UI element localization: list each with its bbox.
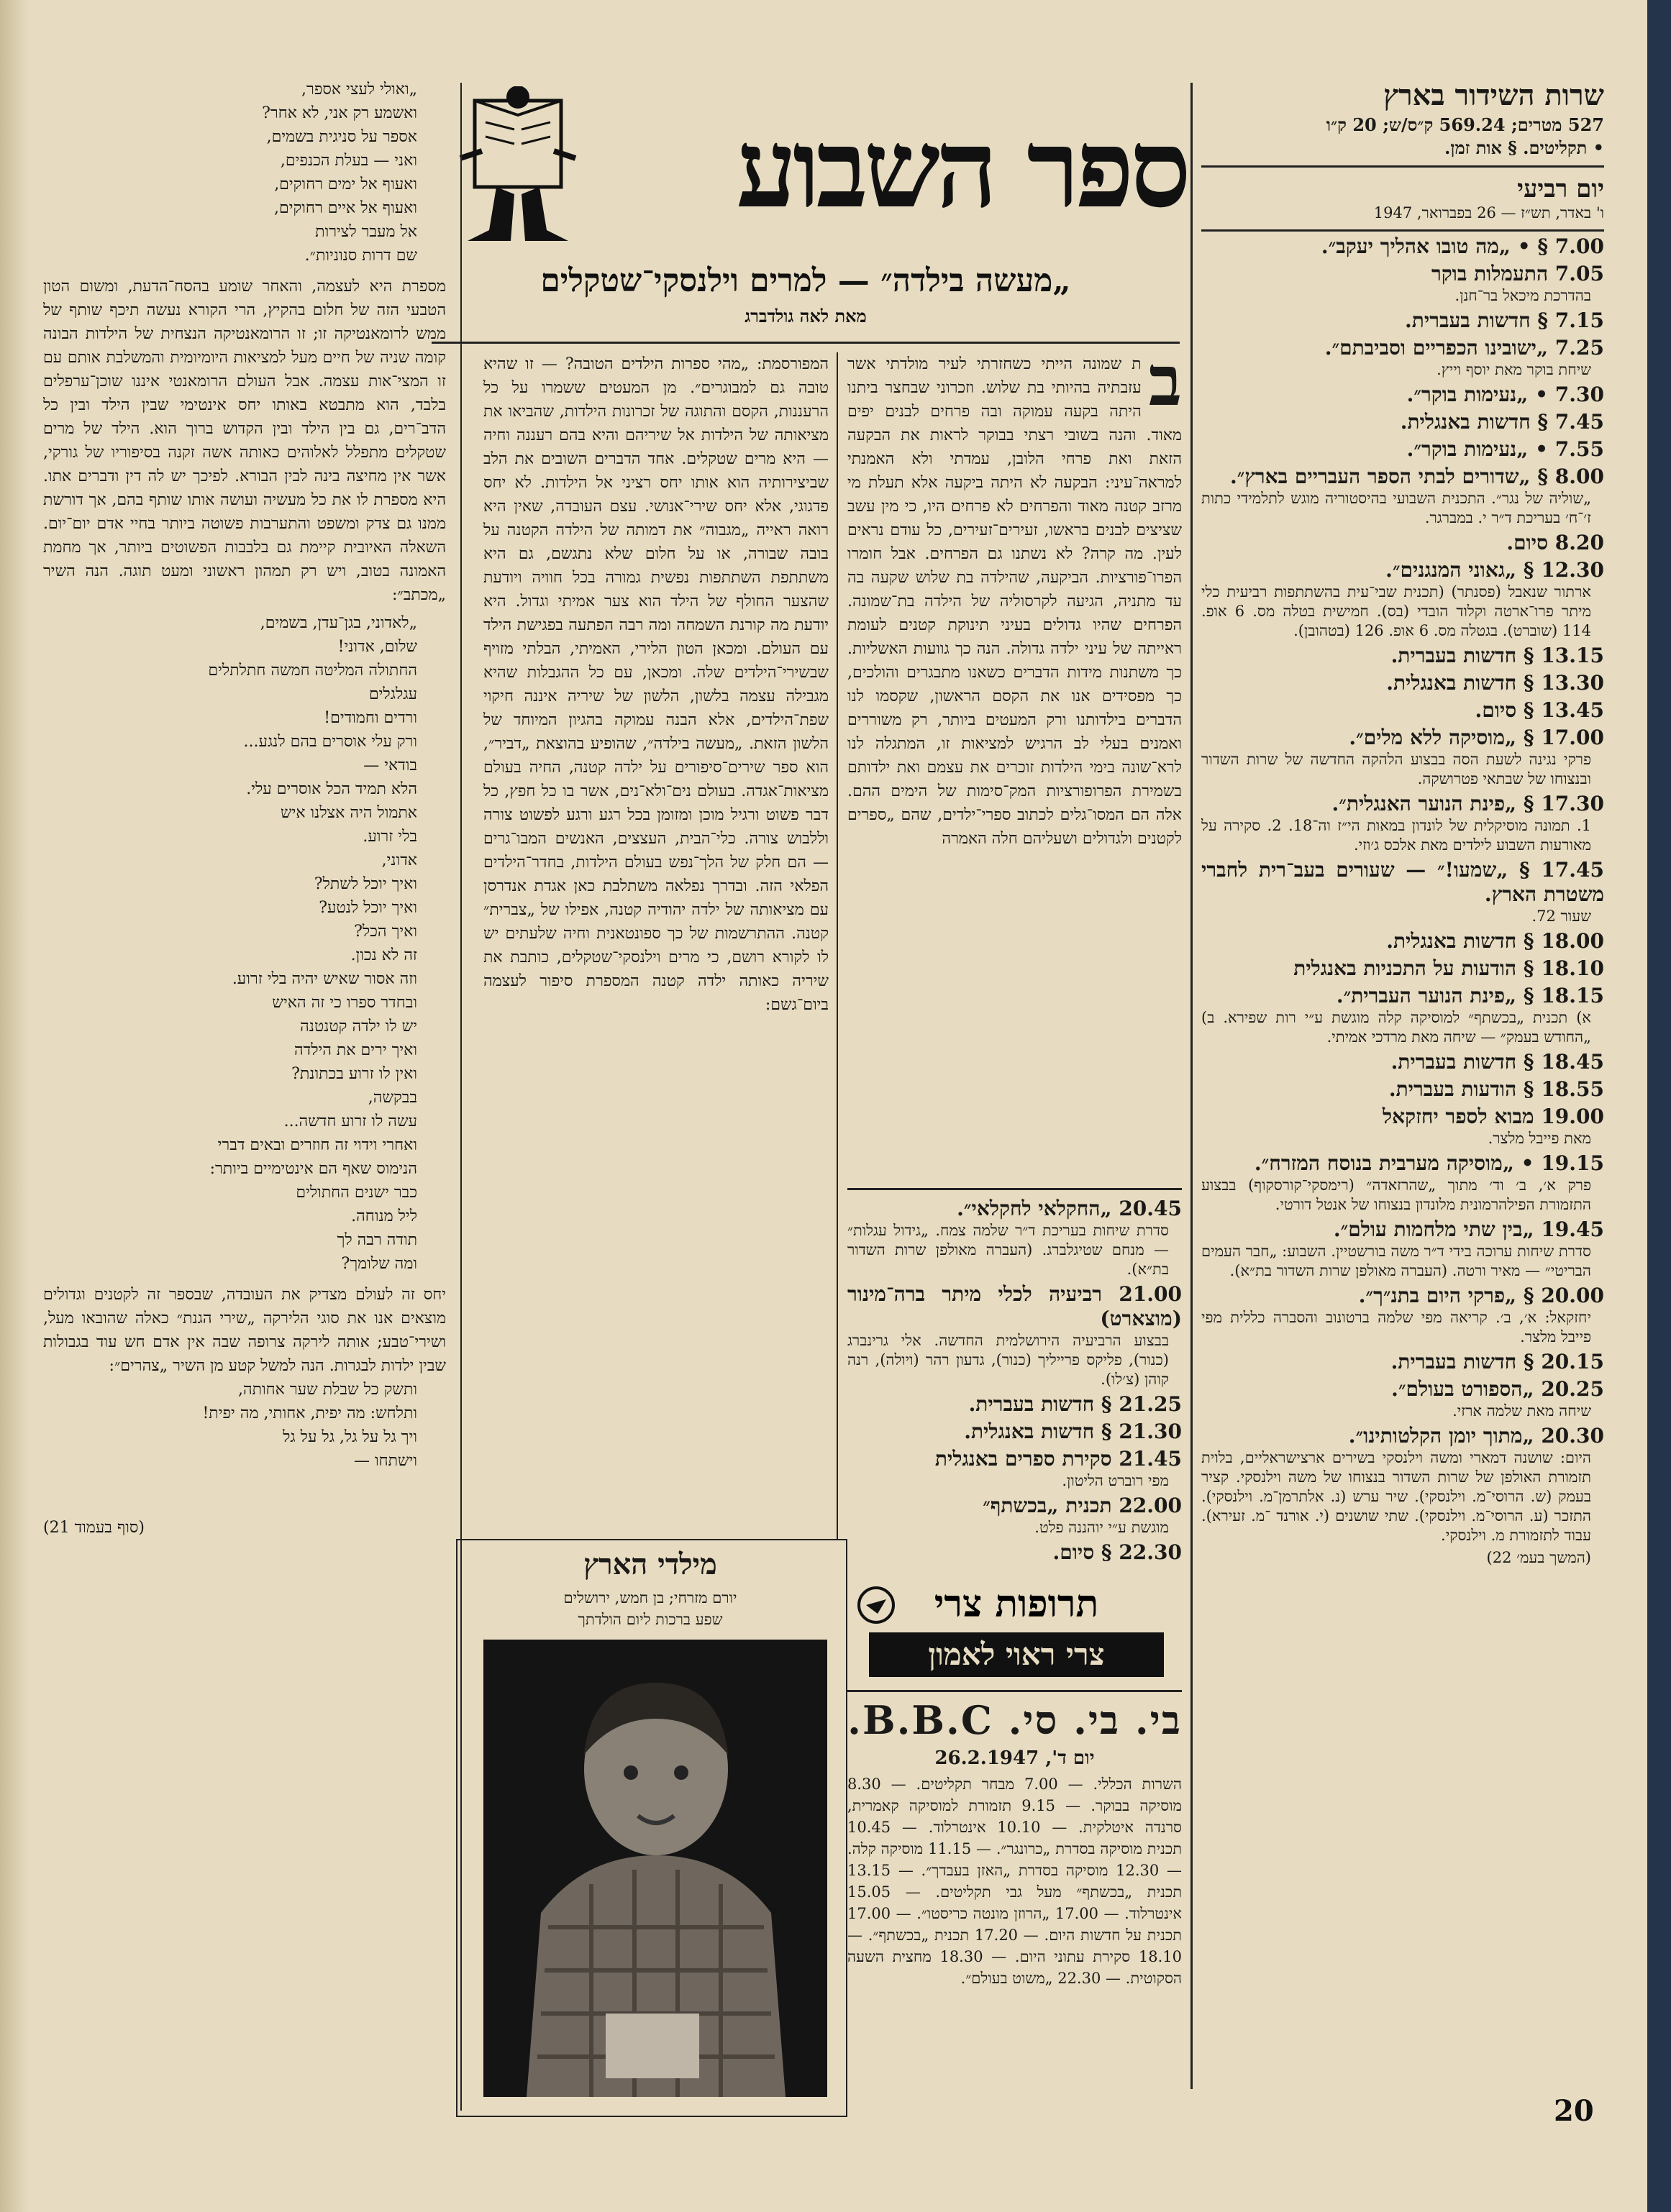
program-description: (המשך בעמ׳ 22) [1486,1549,1591,1566]
program-item [1201,558,1604,641]
radio-date: ו' באדר, תש״ז — 26 בפברואר, 1947 [1201,201,1604,232]
poem-line: הלא תמיד הכל אוסרים עלי. [246,780,417,798]
poem-line: ויך גל על גל, גל על גל [283,1428,417,1446]
program-item [1201,671,1604,695]
feature-byline: מאת לאה גולדברג [745,306,867,326]
poem-line: ואין לו זרוע בכתונת? [291,1065,417,1083]
bbc-title: בי. בי. סי. B.B.C. [847,1697,1182,1743]
feature-column-1 [847,352,1182,1179]
program-description: שעור 72. [1531,908,1591,925]
program-description: שיחה מאת שלמה ארזי. [1452,1402,1591,1420]
program-item [847,1282,1182,1389]
poem-line: ובחדר ספרו כי זה האיש [272,994,417,1012]
program-time-title: 21.30 § חדשות באנגלית. [964,1420,1182,1443]
radio-legend: • תקליטים. § אות זמן. [1444,137,1604,158]
binding-spine [1647,0,1671,2212]
program-time-title: 20.25 „הספורט בעולם״. [1391,1377,1604,1401]
children-caption-greeting: שפע ברכות ליום הולדתך [578,1611,723,1628]
poem-line: ואעוף אל איים רחוקים, [274,199,417,217]
program-item [1201,437,1604,462]
program-item [1201,1424,1604,1545]
poem-line: ואני — בעלת הכנפים, [280,152,417,170]
program-description: פרקי נגינה לשעת הסה בבצוע הלהקה החדשה של שרות השדור ובנצוחו של שבתאי פטרושקה. [1201,751,1591,787]
zori-logo-icon [856,1585,896,1625]
child-portrait-icon [483,1640,827,2097]
program-item [1201,234,1604,259]
program-time-title: 8.20 סיום. [1506,531,1604,554]
drop-cap: ב [1148,352,1182,421]
program-item [1201,726,1604,789]
poem-line: „ואולי לעצי אספר, [301,81,417,99]
children-title: מילדי הארץ [583,1548,717,1581]
program-time-title: 18.10 § הודעות על התכניות באנגלית [1293,956,1604,980]
program-time-title: 21.25 § חדשות בעברית. [968,1392,1182,1416]
program-item [847,1447,1182,1491]
program-item [1201,1105,1604,1148]
program-description: „שוליה של נגר״. התכנית השבועי בהיסטוריה מוגש לתלמידי כתות ז׳־ח׳ בעריכת ד״ר י. במברגר. [1201,490,1591,526]
poem-line: ורדים וחמודים! [324,709,417,727]
program-item [847,1197,1182,1279]
poem-line: בבקשה, [368,1089,417,1107]
program-time-title: 7.15 § חדשות בעברית. [1405,309,1604,332]
feature-text-3: מספרת היא לעצמה, והאחר שומע בהסח־הדעת, ומשום הטון הטבעי הזה של חלום בהקיץ, הרי הקורא נעשה תיכף שותף של ממש לרומאנטיקה זו; זו הרומאנטיקה הנצחית של הילדות הבונה קומה שניה של חיים מעל למציאות היומיומית והמשלבת אותם עם זו המצי־אות עצמה. אבל העולם הרומאנטי איננו שוכן־ערפלים בלבד, הוא מתבטא באותו יחס אינטימי שבין הילד ובין כל הדב־רים, גם בין הילד ובין הקדוש ברוך הוא. הילד של מרים שטקלים מתפלל לאלוהים כאותה אשה זקנה בסיפוריו של גורקי, אשר אין מחיצה בינה לבין הבורא. לפיכך יש לה דין ודברים אתו. היא מספרת לו את כל מעשיה ועושה אותו שותף בהם, אך דורשת ממנו גם צדק ומשפט והתערבות פשוטה ביותר בחיי אדם יום־יום. השאלה האיובית קיימת גם בלבבות הפשוטים ביותר, אך מחמת האמונה בטוב, ויש רק תמהון ראשוני ומעט תוגה. הנה השיר „מכתב״: [43,278,446,604]
poem-line: תודה רבה לך [337,1231,417,1249]
poem-line: אדוני, [381,851,417,869]
program-item [1201,984,1604,1047]
program-item [1201,644,1604,668]
feature-column-2 [483,352,829,1546]
poem-line: וזה אסור שאיש יהיה בלי זרוע. [232,970,417,988]
program-item [1201,1350,1604,1374]
program-item [1201,1077,1604,1102]
program-time-title: 18.55 § הודעות בעברית. [1388,1077,1604,1101]
poem-line: ואחרי וידוי זה חוזרים ובאים דברי [217,1136,417,1154]
program-item [1201,465,1604,528]
feature-title: ספר השבוע [736,106,1187,232]
poem-line: ואיך יוכל לנטע? [319,899,417,917]
program-time-title: 19.00 מבוא לספר יחזקאל [1383,1105,1604,1128]
program-time-title: 13.30 § חדשות באנגלית. [1386,671,1604,695]
program-time-title: 7.45 § חדשות באנגלית. [1400,410,1604,434]
feature-text-1: ת שמונה הייתי כשחזרתי לעיר מולדתי אשר עזבתיה בהיותי בת שלוש. וזכרוני שבחצר ביתנו היתה בקעה עמוקה ובה פרחים לבנים יפים מאוד. והנה בשובי רצתי בבוקר לראות את הבקעה הזאת ואת פרחי הלובן, עמדתי ולא האמנתי למראה־עיני: הבקעה לא היתה ביקעה אלא תעלת מי מרזב קטנה מאוד והפרחים לא פרחים היו, כי מין עשב שציצים לבנים בראשו, זעירים־זעירים, כל עודם נראים לעין. מה קרה? לא נשתנו גם הפרחים. אבל חומרו הפרו־פורציות. הביקעה, שהילדה בת שלוש שקעה בה עד מתניה, הגיעה לקרסוליה של הילדה בת־שמונה. הפרחים שהיו גדולים בעיני תינוקת קטנים לעומת ראייתה של עיני ילדה גדולה. הנה כך גוועות האשליות. כך משתנות מידות הדברים כשאנו מתבגרים והולכים, כך מפסידים אנו את הקסם הראשון, שקסמו לנו הדברים בילדותנו ורק המעטים ביותר, רק משוררים ואמנים בעלי לב הרגיש למציאות זו, המתגלה לנו לרא־שונה בימי הילדות זוכרים את עצמם ואת ילדותם בשמירת הפרופורציות המק־סימות של הימים ההם. אלה הם המסו־גלים לכתוב ספרי־ילדים, שהם „ספרים לקטנים ולגדולים ושעליהם חלה האמרה [847,355,1182,848]
program-time-title: 22.00 תכנית „בכשתף״ [983,1494,1182,1517]
program-time-title: 7.25 „ישובינו הכפריים וסביבתם״. [1324,336,1604,360]
program-item [1201,792,1604,855]
poem-excerpt-2 [43,611,446,1276]
program-time-title: 17.00 § „מוסיקה ללא מלים״. [1349,726,1604,749]
program-time-title: 20.15 § חדשות בעברית. [1390,1350,1604,1374]
program-item [1201,262,1604,306]
poem-line: שם דרות סנוניות״. [304,247,417,265]
zori-advertisement [847,1582,1185,1683]
program-time-title: 18.45 § חדשות בעברית. [1390,1050,1604,1074]
program-item [1201,929,1604,954]
program-time-title: 13.45 § סיום. [1475,698,1604,722]
evening-program-list [847,1197,1182,1565]
poem-line: בודאי — [363,757,417,774]
program-description: פרק א׳, ב׳ וד׳ מתוך „שהרזאדה״ (רימסקי־קורסקוף) בבצוע התזמורת הפילהרמונית מלונדון בנצוחו של אנטל דורטי. [1201,1176,1591,1213]
poem-line: יש לו ילדה קטנטנה [300,1018,417,1036]
program-description: בהדרכת מיכאל בר־חנן. [1454,287,1591,304]
radio-day: יום רביעי [1517,175,1604,204]
program-time-title: 18.00 § חדשות באנגלית. [1386,929,1604,953]
poem-line: אספר על סניגית בשמים, [266,128,417,146]
program-description: ארתור שנאבל (פסנתר) (תכנית שבי־עית בהשתתפות רביעית כלי מיתר פרו־ארטה וקלוד הובדי (בס). חמישית בטלה מס. 6 אופ. 114 (שוברט). בגטלה מס. 6 אופ. 126 (בטהובן). [1201,583,1592,639]
radio-program-list [1201,234,1604,1568]
poem-line: החתולה המליטה חמשה חתלתלים [208,662,417,680]
ad-slogan: צרי ראוי לאמון [869,1632,1164,1677]
poem-line: ואשמע רק אני, לא אחר? [262,104,417,122]
poem-excerpt-1 [43,78,446,268]
ad-title: תרופות צרי [934,1582,1099,1626]
program-time-title: 19.45 „בין שתי מלחמות עולם״. [1333,1217,1604,1241]
program-time-title: 22.30 § סיום. [1052,1540,1182,1564]
feature-masthead [424,86,1187,252]
poem-line: ומה שלומך? [341,1255,417,1273]
program-time-title: 17.30 § „פינת הנוער האנגלית״. [1331,792,1604,815]
poem-line: זה לא נכון. [350,946,417,964]
program-time-title: 13.15 § חדשות בעברית. [1390,644,1604,667]
poem-line: וישתחו — [353,1452,417,1470]
program-item [847,1392,1182,1417]
program-time-title: 20.00 § „פרקי היום בתנ״ך״. [1358,1284,1604,1307]
program-time-title: 7.55 • „נעימות בוקר״. [1406,437,1604,461]
bbc-schedule [847,1697,1182,2107]
feature-column-3 [43,78,446,2142]
program-time-title: 17.45 § „שמעו!״ — שעורים בעב־רית לחברי משטרת הארץ. [1201,858,1604,906]
program-description: היום: שושנה דמארי ומשה וילנסקי בשירים ארצישראליים, בלוית תזמורת האולפן של שרות השדור בנצוחו של משה וילנסקי. קציר בעמק (ש. הרוסי־מ. וילנסקי). שיר ערש (נ. אלתרמן־מ. וילנסקי). התזכר (ע. הרוסי־מ. וילנסקי). שתי שושנים (י. אורנד ־מ. זעירא). עבוד לתזמורת מ. וילנסקי. [1201,1449,1591,1544]
page-edge [0,0,29,2212]
program-time-title: 21.00 רביעיה לכלי מיתר ברה־מינור (מוצארט) [847,1282,1182,1330]
poem-line: כבר ישנים החתולים [296,1184,417,1202]
bbc-text: השרות הכללי. — 7.00 מבחר תקליטים. — 8.30 מוסיקה בבוקר. — 9.15 תזמורת למוסיקה קאמרית, סרנדה איטלקית. — 10.10 אינטרלוד. — 10.45 תכנית מוסיקה בסדרת „כרונגר״. — 11.15 מוסיקה קלה. — 12.30 מוסיקה בסדרת „האזן בעבדך״. — 13.15 תכנית „בכשתף״ מעל גבי תקליטים. — 15.05 אינטרלוד. — 17.00 „הרוזן מונטה כריסטו״. — 17.00 תכנית על חדשות היום. — 17.20 תכנית „בכשתף״. — 18.10 סקירת עתוני היום. — 18.30 מחצית השעה הסקוטית. — 22.30 „משוט בעולם״. [847,1775,1183,1987]
page-number: 20 [1554,2094,1594,2128]
poem-line: אל מעבר לצירות [315,223,417,241]
program-description: שיחת בוקר מאת יוסף וייץ. [1436,361,1591,378]
poem-line: ואעוף אל ימים רחוקים, [274,175,417,193]
program-description: יחזקאל: א׳, ב׳. קריאה מפי שלמה ברטונוב והסברה כללית מפי פייבל מלצר. [1201,1309,1591,1345]
program-time-title: 19.15 • „מוסיקה מערבית בנוסח המזרח״. [1254,1151,1604,1175]
feature-text-4: יחס זה לעולם מצדיק את העובדה, שבספר זה לקטנים וגדולים מוצאים אנו את סוגי הלירקה „שירי הגנת״ כאלה שהובאו מעל, ושירי־טבע; אותה לירקה צרופה שבה אין אדם חש עוד בגבולות שבין ילדות לבגרות. הנה למשל קטע מן השיר „צהרים״: [43,1286,446,1375]
poem-line: „לאדוני, בגן־עדן, בשמים, [260,614,417,632]
poem-line: ורק עלי אוסרים בהם לנגע... [243,733,417,751]
program-item [847,1540,1182,1565]
program-time-title: 7.05 התעמלות בוקר [1431,262,1604,285]
poem-line: עשה לו זרוע חדשה... [283,1112,417,1130]
program-time-title: 8.00 § „שדורים לבתי הספר העבריים בארץ״. [1229,465,1604,488]
program-description: בבצוע הרביעיה הירושלמית החדשה. אלי גרינברג (כנור), פליקס פרייליך (כנור), גדעון רהר (ויולה), רנה קוהן (צ׳לו). [847,1332,1169,1388]
feature-headline: „מעשה בילדה״ — למרים וילנסקי־שטקלים [540,262,1071,299]
reader-illustration-icon [446,86,590,259]
program-description: 1. תמונה מוסיקלית של לונדון במאות הי״ז וה־18. 2. סקירה על מאורעות השבוע לילדים מאת אלכס ג׳וזי. [1201,817,1591,854]
program-description: מפי רוברט הליטון. [1062,1472,1169,1489]
program-item [1201,1151,1604,1215]
poem-line: ואיך הכל? [354,923,417,941]
radio-title: שרות השידור בארץ [1383,78,1604,112]
program-item [1201,309,1604,333]
program-time-title: 21.45 סקירת ספרים באנגלית [934,1447,1182,1471]
program-item [1201,1050,1604,1074]
poem-line: ואיך יוכל לשתל? [314,875,417,893]
poem-line: ליל מנוחה. [351,1207,417,1225]
poem-line: אתמול היה אצלנו איש [281,804,417,822]
radio-column [1201,78,1604,2106]
program-item [1201,336,1604,380]
program-time-title: 20.30 „מתוך יומן הקלטותינו״. [1348,1424,1604,1448]
program-item [847,1494,1182,1537]
continued-note: (סוף בעמוד 21) [43,1519,145,1537]
radio-frequency: 527 מטרים; 569.24 ק״ס/ש; 20 ק״ו [1326,114,1604,135]
child-photo [483,1640,827,2097]
bbc-date: יום ד', 26.2.1947 [934,1747,1095,1769]
program-description: מאת פייבל מלצר. [1488,1130,1591,1147]
program-time-title: 20.45 „החקלאי לחקלאי״. [957,1197,1182,1220]
program-item [1201,383,1604,407]
program-item [1201,1284,1604,1347]
program-item [847,1420,1182,1444]
program-description: מוגשת ע״י יוהננה פלט. [1034,1519,1169,1536]
poem-line: ואיך ירים את הילדה [293,1041,417,1059]
program-description: סדרת שיחות ערוכה בידי ד״ר משה בורשטיין. השבוע: „חבר העמים הבריטי״ — מאיר ורטה. (העברה מאולפן שרות השדור בת״א). [1201,1243,1591,1279]
program-item [1201,1548,1604,1568]
feature-text-2: המפורסמת: „מהי ספרות הילדים הטובה? — זו שהיא טובה גם למבוגרים״. מן המעטים ששמרו על כל הרעננות, הקסם והתוגה של זכרונות הילדות, שהביאו את מציאותה של הילדות אל שיריהם והיא בהם רעננה וחיה — היא מרים שטקלים. אחד הדברים השובים את הלב שביצירותיה הוא אותו יחס רציני אל הילדות. לא יחס פדגוגי, אלא יחס שירי־אנושי. עצם העובדה, שאין היא רואה ראייה „מגבוה״ את דמותה של הילדה הקטנה על בובה שבורה, או על חלום שלא נתגשם, גם היא משתתפת השתתפות נפשית גמורה בכל חוויה ויודעת שהצער החולף של הילד הוא צער אמיתי וגדול. היא יודעת מה קורנת השמחה ומה רבה הפתעה בפגישת הילד עם העולם. ומכאן הטון הלירי, האמיתי, הבלתי מזויף שבשירי־הילדים שלה. ומכאן, עם כל ההגבלות שהיא מגבילה עצמה בלשון, הלשון של שיריה איננה חיקוי שפת־הילדים, אלא הבנה עמוקה בהגיון המיוחד של הלשון הזאת. „מעשה בילדה״, שהופיע בהוצאת „דביר״, הוא ספר שירים־סיפורים על ילדה קטנה, החיה בעולם מציאות־אגדה. בעולם נים־ולא־נים, אשר בו כל חפץ, כל דבר פשוט ורגיל מוכן ומזומן בכל רגע ורגע לפשוט צורה וללבוש צורה. כלי־הבית, העצצים, האנשים המבו־גרים — הם חלק של הלך־נפש בעולם הילדות, בחדר־הילדים הפלאי הזה. ובדרך נפלאה משתלבת כאן אגדת אנדרסן עם מציאותה של ילדה יהודיה קטנה, אפילו של „צברית״ קטנה. ההתרשמות של כך ספונטאנית וחיה שלעתים יש לו לקורא רושם, כי מרים וילנסקי־שטקלים, כותבת את שיריה כאותה ילדה קטנה המספרת סיפור לעצמה ביום־גשם: [483,355,829,1014]
program-item [1201,1377,1604,1421]
program-item [1201,698,1604,723]
poem-line: שלום, אדוני! [337,638,417,656]
program-item [1201,858,1604,926]
program-item [1201,956,1604,981]
poem-line: ותלחש: מה יפית, אחותי, מה יפית! [202,1404,417,1422]
program-time-title: 12.30 § „גאוני המנגנים״. [1385,558,1604,582]
program-time-title: 18.15 § „פינת הנוער העברית״. [1336,984,1604,1007]
poem-excerpt-3 [43,1378,446,1473]
poem-line: בלי זרוע. [363,828,417,846]
program-description: א) תכנית „בכשתף״ למוסיקה קלה מוגשת ע״י רות שפירא. ב) „החודש בעמק״ — שיחה מאת מרדכי אמיתי. [1201,1009,1591,1046]
poem-line: עגלגלים [368,685,417,703]
poem-line: הנימוס שאף הם אינטימיים ביותר: [209,1160,417,1178]
children-caption: יורם מזרחי; בן חמש, ירושלים [563,1589,737,1607]
program-time-title: 7.30 • „נעימות בוקר״. [1406,383,1604,406]
program-item [1201,1217,1604,1281]
program-item [1201,410,1604,434]
program-item [1201,531,1604,555]
program-time-title: 7.00 § • „מה טובו אהליך יעקב״. [1321,234,1604,258]
poem-line: ותשק כל שבלת שער אחותה, [237,1381,417,1399]
program-description: סדרת שיחות בעריכת ד״ר שלמה צמח. „גידול עגלות״ — מנחם שטיגלברג. (העברה מאולפן שרות השדור בת״א). [847,1222,1169,1278]
evening-programs [847,1194,1182,1575]
